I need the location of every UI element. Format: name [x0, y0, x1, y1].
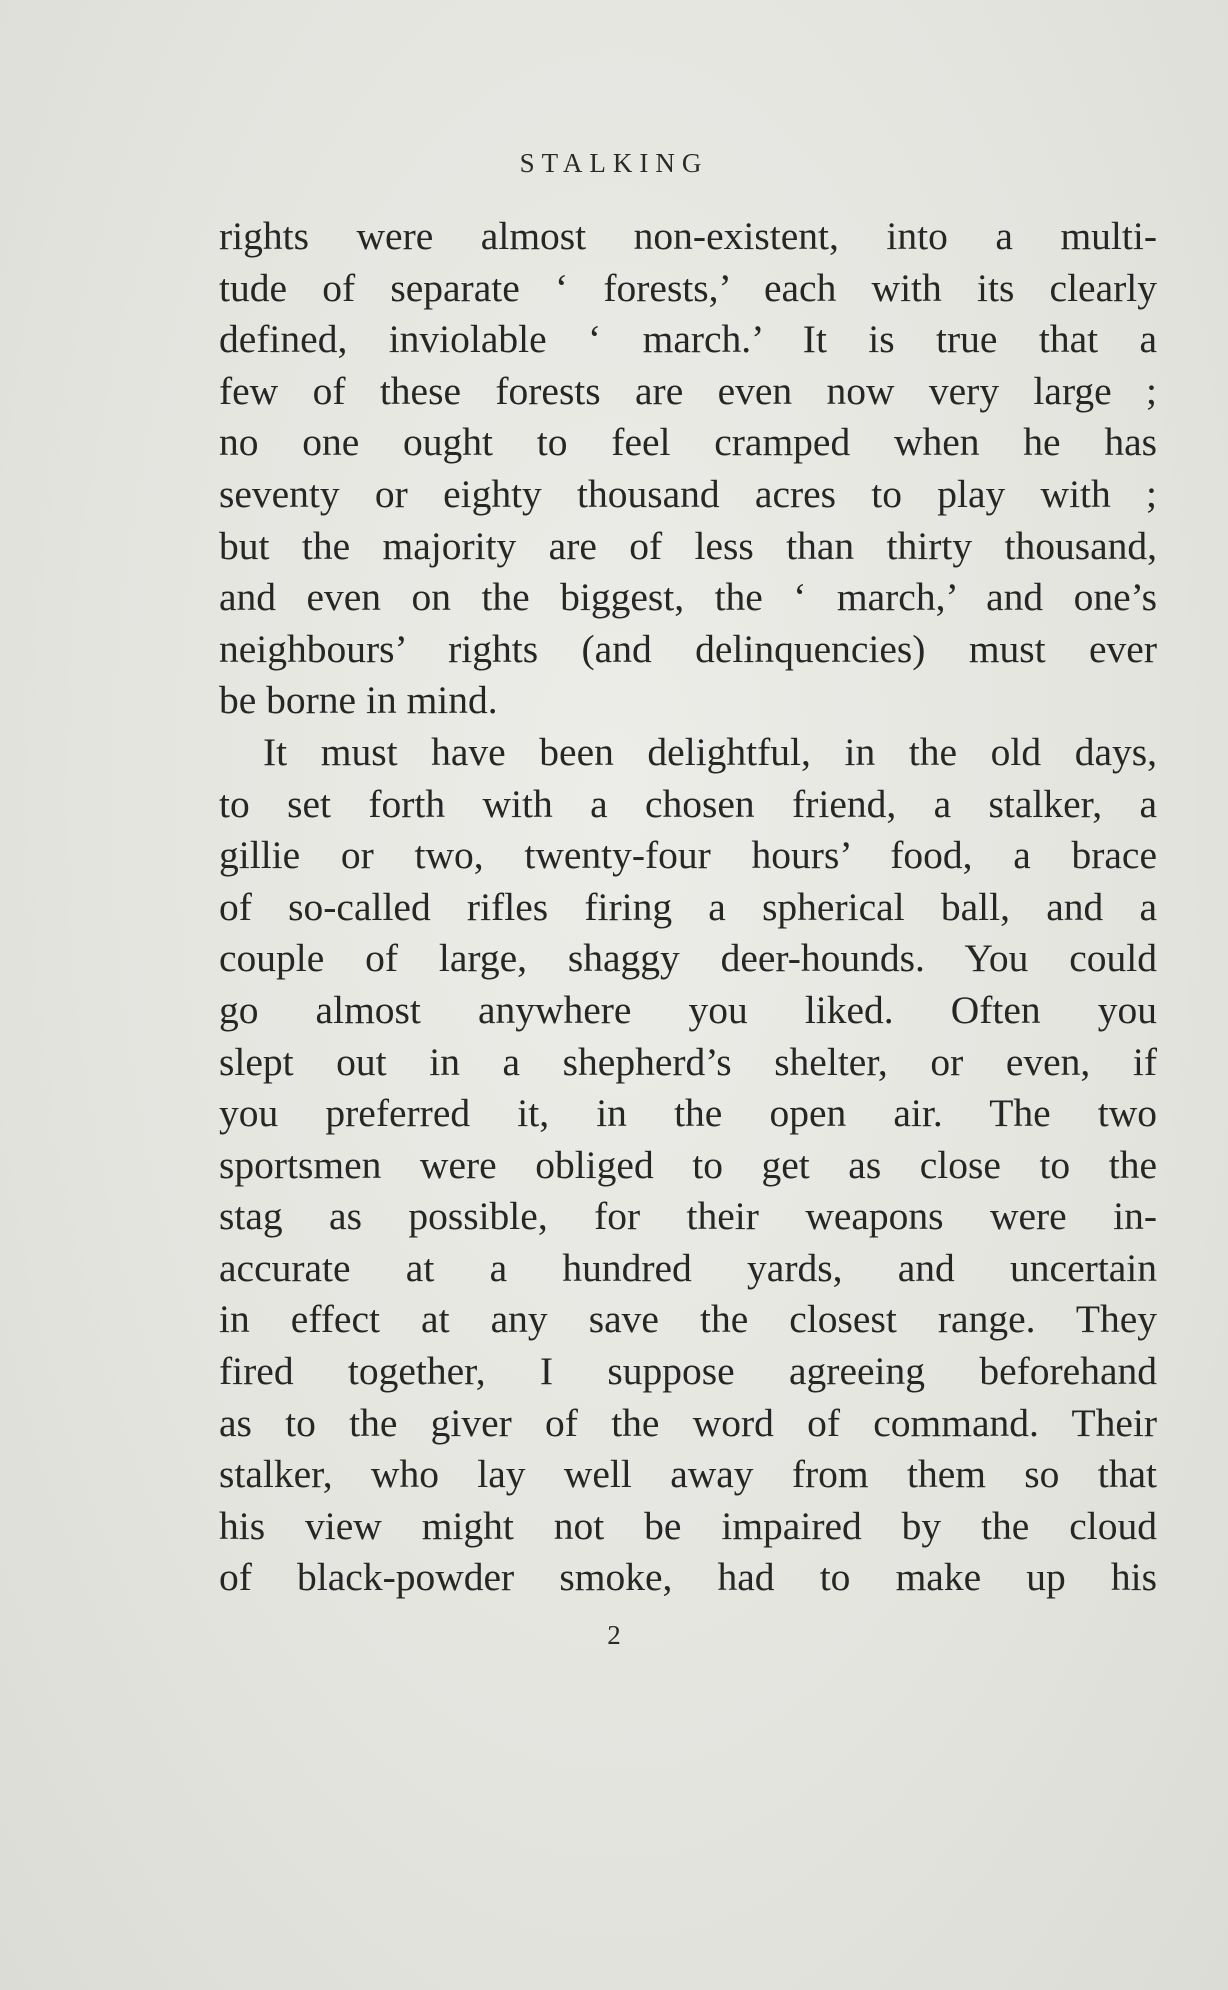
paragraph-first-line: It must have been delightful, in the old days, — [263, 729, 1157, 774]
text-line: in effect at any save the closest range. They — [219, 1297, 1157, 1342]
text-line: few of these forests are even now very large ; — [219, 368, 1157, 413]
text-line: his view might not be impaired by the cloud — [219, 1503, 1157, 1548]
text-line: go almost anywhere you liked. Often you — [219, 987, 1157, 1032]
page-number: 2 — [607, 1620, 621, 1650]
text-line: fired together, I suppose agreeing beforehand — [219, 1349, 1157, 1394]
text-line: tude of separate ‘ forests,’ each with its clearly — [219, 265, 1157, 310]
text-line: rights were almost non-existent, into a multi- — [219, 214, 1157, 258]
text-line: accurate at a hundred yards, and uncertain — [219, 1245, 1157, 1290]
text-line: gillie or two, twenty-four hours’ food, a brace — [219, 833, 1157, 878]
text-line: you preferred it, in the open air. The two — [219, 1091, 1157, 1136]
text-line: couple of large, shaggy deer-hounds. You could — [219, 936, 1157, 981]
text-line: no one ought to feel cramped when he has — [219, 420, 1157, 465]
text-line: as to the giver of the word of command. Their — [219, 1400, 1157, 1445]
text-line: stag as possible, for their weapons were in- — [219, 1194, 1157, 1239]
text-line: stalker, who lay well away from them so that — [219, 1452, 1157, 1497]
text-line: and even on the biggest, the ‘ march,’ and one’s — [219, 575, 1157, 620]
text-line: to set forth with a chosen friend, a stalker, a — [219, 781, 1157, 826]
text-line: seventy or eighty thousand acres to play with ; — [219, 471, 1157, 516]
running-head: STALKING — [519, 148, 709, 178]
text-line: slept out in a shepherd’s shelter, or even, if — [219, 1039, 1157, 1084]
text-line: of black-powder smoke, had to make up his — [219, 1555, 1157, 1600]
body-text — [219, 211, 1157, 1604]
text-line: sportsmen were obliged to get as close to the — [219, 1142, 1157, 1187]
text-line: but the majority are of less than thirty thousand, — [219, 523, 1157, 568]
text-line: defined, inviolable ‘ march.’ It is true that a — [219, 317, 1157, 362]
text-line: of so-called rifles firing a spherical ball, and a — [219, 884, 1157, 929]
text-line: be borne in mind. — [219, 678, 498, 723]
text-line: neighbours’ rights (and delinquencies) must ever — [219, 626, 1157, 671]
